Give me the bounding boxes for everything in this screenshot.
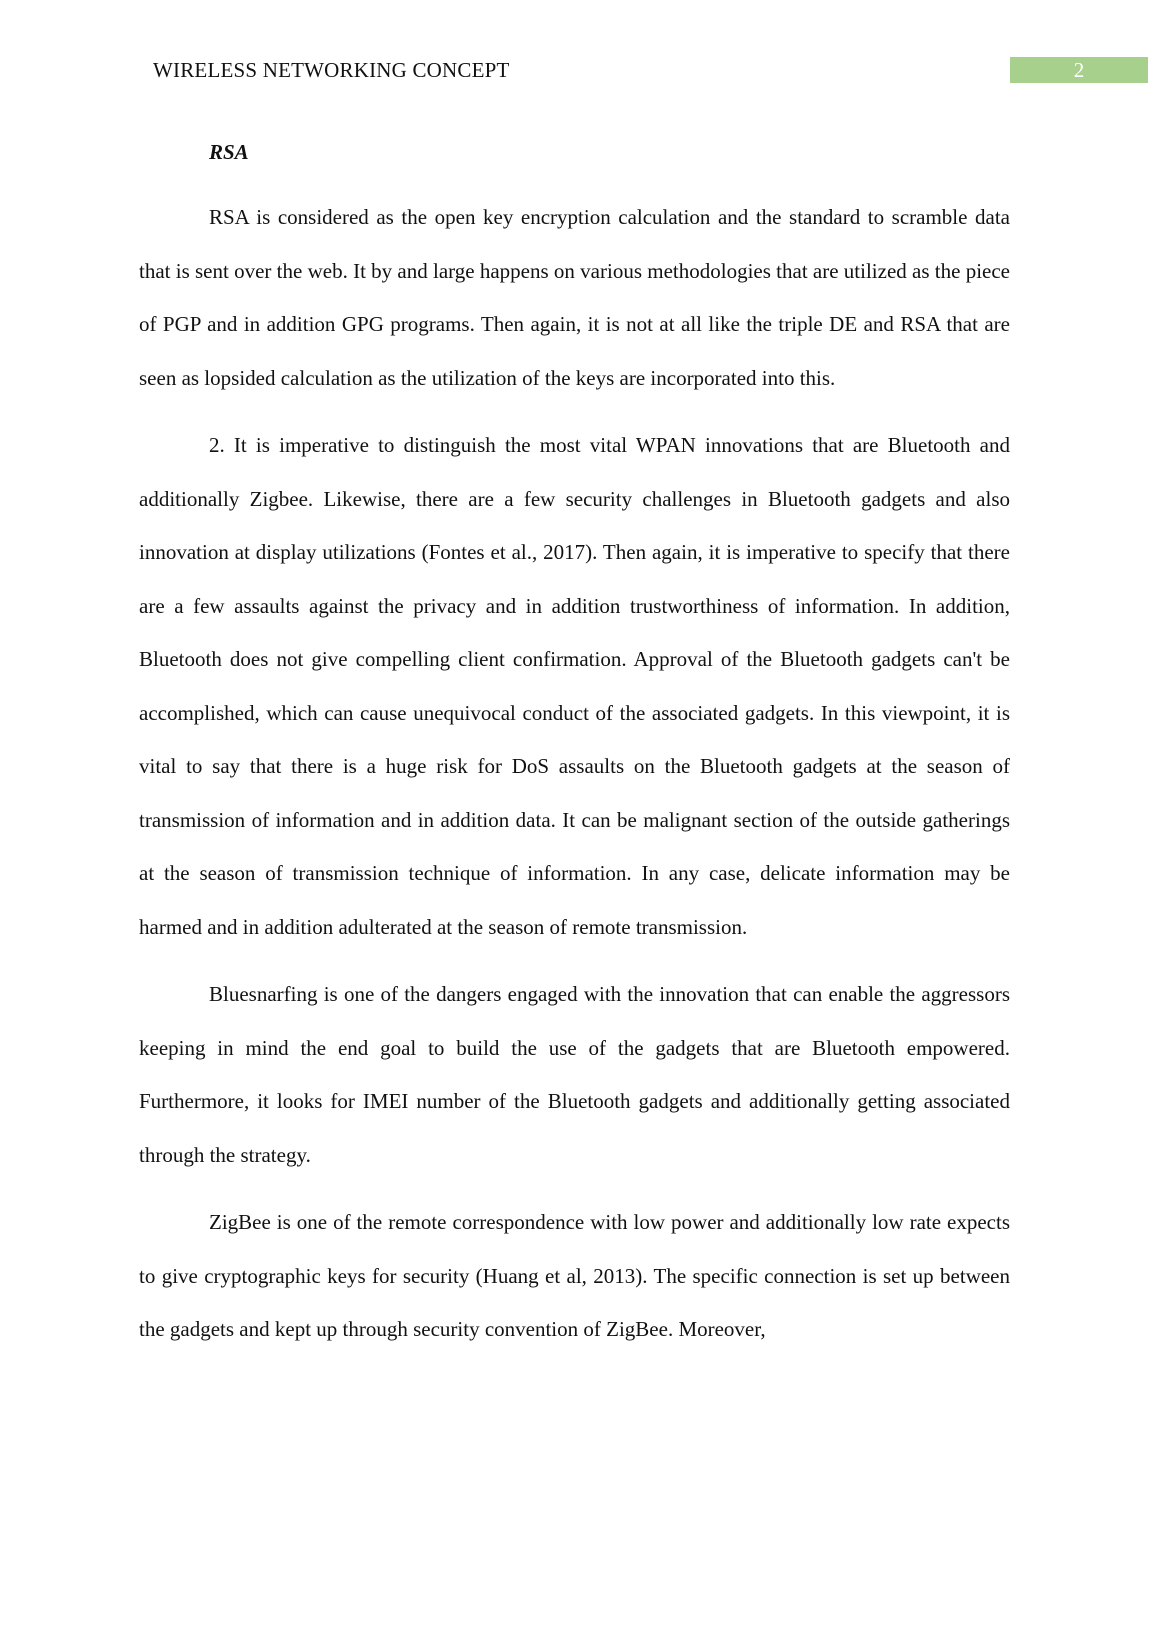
section-heading: RSA bbox=[209, 140, 249, 164]
page-number: 2 bbox=[1010, 57, 1148, 83]
paragraph-bluesnarfing: Bluesnarfing is one of the dangers engaged with the innovation that can enable the aggressors keeping in mind the end goal to build the use of the gadgets that are Bluetooth empowered. Furthermore, it looks for IMEI number of the Bluetooth gadgets and additionally getting associated through the strategy. bbox=[139, 982, 1010, 1167]
paragraph-wpan: 2. It is imperative to distinguish the most vital WPAN innovations that are Bluetooth and additionally Zigbee. Likewise, there are a few security challenges in Bluetooth gadgets and also innovation at display utilizations (Fontes et al., 2017). Then again, it is imperative to specify that there are a few assaults against the privacy and in addition trustworthiness of information. In addition, Bluetooth does not give compelling client confirmation. Approval of the Bluetooth gadgets can't be accomplished, which can cause unequivocal conduct of the associated gadgets. In this viewpoint, it is vital to say that there is a huge risk for DoS assaults on the Bluetooth gadgets at the season of transmission of information and in addition data. It can be malignant section of the outside gatherings at the season of transmission technique of information. In any case, delicate information may be harmed and in addition adulterated at the season of remote transmission. bbox=[139, 433, 1010, 939]
document-body bbox=[139, 130, 1010, 1371]
paragraph-rsa: RSA is considered as the open key encryption calculation and the standard to scramble data that is sent over the web. It by and large happens on various methodologies that are utilized as the piece of PGP and in addition GPG programs. Then again, it is not at all like the triple DE and RSA that are seen as lopsided calculation as the utilization of the keys are incorporated into this. bbox=[139, 205, 1010, 390]
running-head: WIRELESS NETWORKING CONCEPT bbox=[153, 58, 510, 82]
paragraph-zigbee: ZigBee is one of the remote correspondence with low power and additionally low rate expects to give cryptographic keys for security (Huang et al, 2013). The specific connection is set up between the gadgets and kept up through security convention of ZigBee. Moreover, bbox=[139, 1210, 1010, 1341]
